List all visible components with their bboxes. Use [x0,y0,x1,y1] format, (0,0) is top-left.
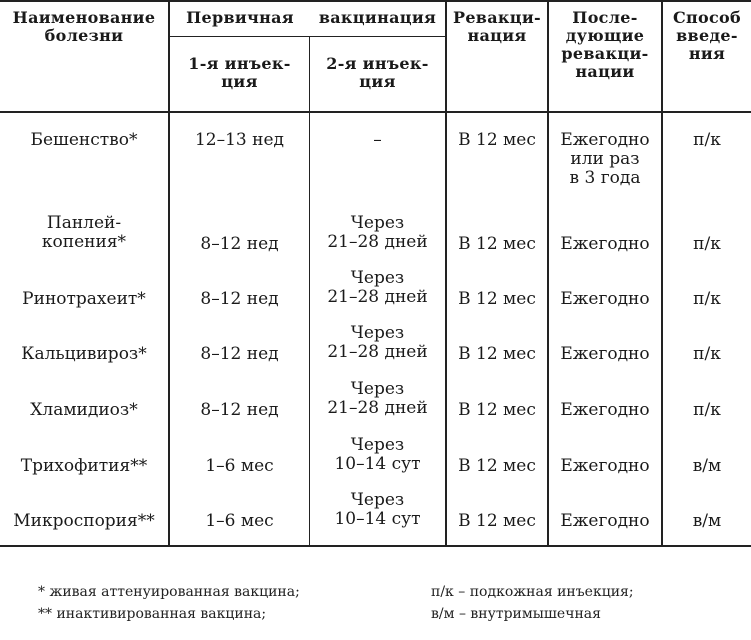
header-first-injection: 1-я инъек- ция [188,54,291,91]
row-4-second-injection: Через 21–28 дней [327,323,428,362]
row-6-revaccination: В 12 мес [458,456,536,476]
row-3-later-revaccination: Ежегодно [560,289,650,309]
row-5-first-injection: 8–12 нед [200,400,279,420]
row-4-later-revaccination: Ежегодно [560,344,650,364]
row-6-first-injection: 1–6 мес [205,456,274,476]
header-disease-name: Наименование болезни [12,8,156,45]
row-4-first-injection: 8–12 нед [200,344,279,364]
row-4-method: п/к [693,344,721,364]
row-3-disease: Ринотрахеит* [22,289,146,309]
footnote-intramuscular: в/м – внутримышечная [431,606,601,622]
row-2-revaccination: В 12 мес [458,234,536,254]
row-5-revaccination: В 12 мес [458,400,536,420]
row-4-disease: Кальцивироз* [21,344,147,364]
row-1-revaccination: В 12 мес [458,130,536,150]
row-3-second-injection: Через 21–28 дней [327,268,428,307]
row-2-method: п/к [693,234,721,254]
row-7-disease: Микроспория** [13,511,155,531]
row-7-first-injection: 1–6 мес [205,511,274,531]
row-1-method: п/к [693,130,721,150]
subheader-rule [168,36,445,37]
header-vaccination: вакцинация [318,8,437,27]
row-1-disease: Бешенство* [30,130,138,150]
row-6-second-injection: Через 10–14 сут [334,435,421,474]
footnote-subcutaneous: п/к – подкожная инъекция; [431,584,634,600]
row-5-disease: Хламидиоз* [30,400,138,420]
footnote-live-vaccine: * живая аттенуированная вакцина; [38,584,300,600]
row-1-first-injection: 12–13 нед [194,130,285,150]
row-6-later-revaccination: Ежегодно [560,456,650,476]
table-top-rule [0,0,751,2]
row-6-disease: Трихофития** [20,456,148,476]
header-administration-method: Способ введе- ния [672,8,741,63]
row-4-revaccination: В 12 мес [458,344,536,364]
row-7-second-injection: Через 10–14 сут [334,490,421,529]
row-3-first-injection: 8–12 нед [200,289,279,309]
row-2-disease: Панлей- копения* [41,213,127,252]
row-2-second-injection: Через 21–28 дней [327,213,428,252]
row-5-second-injection: Через 21–28 дней [327,379,428,418]
header-revaccination: Ревакци- нация [453,8,541,45]
header-bottom-rule [0,111,751,113]
row-1-second-injection: – [373,130,382,150]
footnote-inactivated-vaccine: ** инактивированная вакцина; [38,606,267,622]
row-1-later-revaccination: Ежегодно или раз в 3 года [560,130,650,188]
header-later-revaccinations: После- дующие ревакци- нации [561,8,649,81]
row-5-method: п/к [693,400,721,420]
row-6-method: в/м [692,456,722,476]
row-7-revaccination: В 12 мес [458,511,536,531]
table-bottom-rule [0,545,751,547]
row-2-later-revaccination: Ежегодно [560,234,650,254]
row-5-later-revaccination: Ежегодно [560,400,650,420]
row-7-later-revaccination: Ежегодно [560,511,650,531]
row-7-method: в/м [692,511,722,531]
header-second-injection: 2-я инъек- ция [326,54,429,91]
row-2-first-injection: 8–12 нед [200,234,279,254]
row-3-method: п/к [693,289,721,309]
row-3-revaccination: В 12 мес [458,289,536,309]
header-primary: Первичная [186,8,294,27]
